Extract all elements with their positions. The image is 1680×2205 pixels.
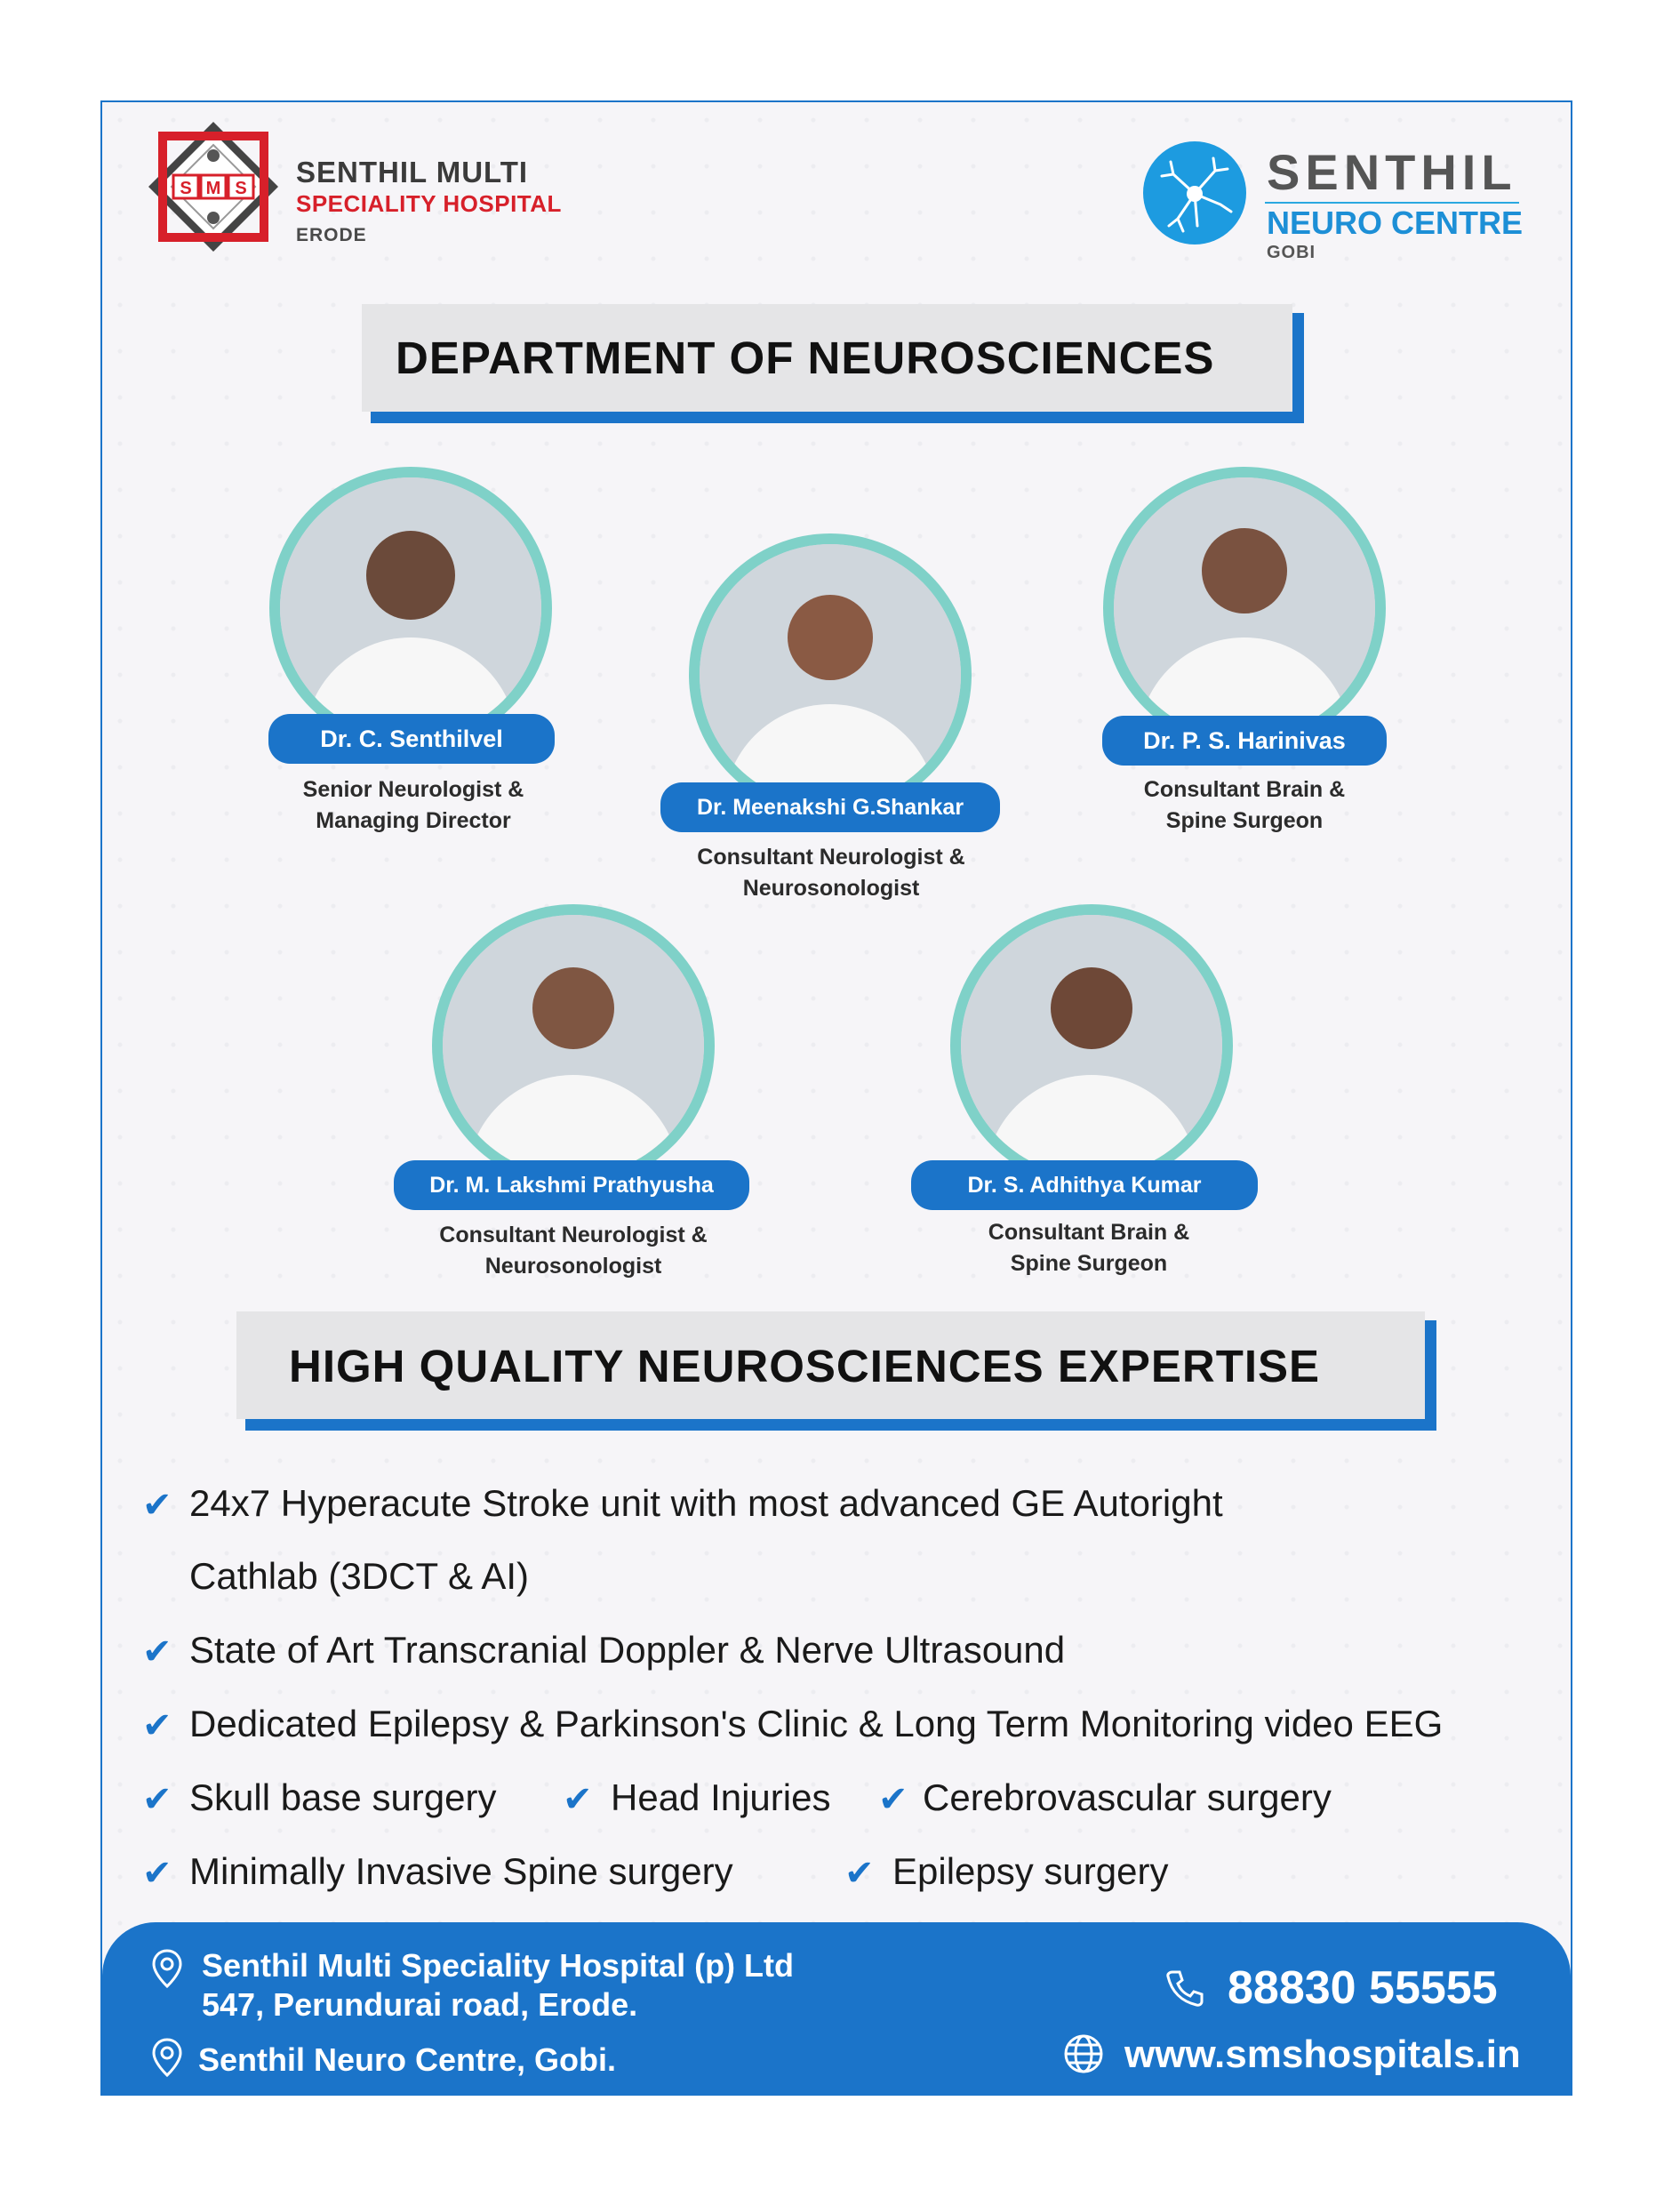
expertise-item: Head Injuries (611, 1776, 831, 1818)
doctor-name: Dr. S. Adhithya Kumar (911, 1160, 1258, 1210)
neuro-name-line1: SENTHIL (1267, 144, 1517, 200)
check-icon: ✔ (142, 1854, 172, 1893)
department-title: DEPARTMENT OF NEUROSCIENCES (396, 333, 1215, 383)
neuro-divider (1265, 202, 1519, 204)
doctor-name: Dr. C. Senthilvel (268, 714, 555, 764)
check-icon: ✔ (142, 1632, 172, 1672)
expertise-item: State of Art Transcranial Doppler & Nerve Ultrasound (189, 1629, 1066, 1671)
doctor-photo (443, 915, 704, 1176)
doctor-role-line2: Managing Director (316, 808, 511, 833)
check-icon: ✔ (844, 1854, 875, 1893)
doctor-role (1076, 774, 1413, 837)
doctor-name: Dr. P. S. Harinivas (1102, 716, 1387, 766)
doctor-photo (1114, 477, 1375, 739)
doctor-role-line2: Spine Surgeon (1010, 1251, 1168, 1276)
svg-text:S: S (180, 179, 192, 198)
location-pin-icon (152, 2038, 182, 2077)
sms-logo (147, 120, 280, 253)
location-pin-icon (152, 1949, 182, 1988)
sms-location: ERODE (296, 225, 367, 245)
doctor-photo (700, 544, 961, 806)
doctor-role-line2: Spine Surgeon (1165, 808, 1324, 833)
sms-name-line2: SPECIALITY HOSPITAL (296, 190, 562, 217)
address-line1: Senthil Multi Speciality Hospital (p) Ltd (202, 1947, 795, 1984)
expertise-item: Dedicated Epilepsy & Parkinson's Clinic & Long Term Monitoring video EEG (189, 1703, 1444, 1744)
sms-name-line1: SENTHIL MULTI (296, 156, 529, 188)
website-link[interactable]: www.smshospitals.in (1124, 2033, 1521, 2076)
footer (102, 1922, 1571, 2094)
check-icon: ✔ (563, 1780, 593, 1819)
doctor-role (244, 774, 582, 837)
doctor-role (653, 842, 1009, 904)
neuron-icon (1142, 140, 1247, 245)
doctor-role-line1: Senior Neurologist & (302, 777, 524, 802)
doctor-photo (961, 915, 1222, 1176)
check-icon: ✔ (142, 1706, 172, 1745)
expertise-item: Skull base surgery (189, 1776, 497, 1818)
poster (100, 100, 1572, 2096)
doctor-role-line2: Neurosonologist (484, 1254, 662, 1279)
expertise-title: HIGH QUALITY NEUROSCIENCES EXPERTISE (289, 1341, 1321, 1391)
doctor-role-line1: Consultant Brain & (1143, 777, 1346, 802)
address-line2: 547, Perundurai road, Erode. (202, 1986, 638, 2023)
expertise-item: Cerebrovascular surgery (923, 1776, 1332, 1818)
doctor-role-line1: Consultant Neurologist & (697, 845, 965, 870)
svg-text:S: S (235, 179, 247, 198)
expertise-item-continued: Cathlab (3DCT & AI) (189, 1555, 530, 1597)
doctor-role (920, 1217, 1258, 1279)
neuro-name-line2: NEURO CENTRE (1267, 204, 1524, 241)
phone-number[interactable]: 88830 55555 (1228, 1962, 1498, 2014)
expertise-item: Epilepsy surgery (892, 1850, 1169, 1892)
doctor-name: Dr. M. Lakshmi Prathyusha (394, 1160, 749, 1210)
doctor-photo (280, 477, 541, 739)
expertise-item: Minimally Invasive Spine surgery (189, 1850, 733, 1892)
check-icon: ✔ (878, 1780, 908, 1819)
neuro-location: GOBI (1267, 243, 1316, 262)
globe-icon (1062, 2033, 1105, 2075)
phone-icon (1165, 1968, 1204, 2008)
doctor-role-line1: Consultant Brain & (988, 1220, 1190, 1245)
doctor-name: Dr. Meenakshi G.Shankar (660, 782, 1000, 832)
check-icon: ✔ (142, 1486, 172, 1525)
doctor-role (396, 1220, 751, 1282)
address-gobi: Senthil Neuro Centre, Gobi. (198, 2041, 617, 2078)
doctor-role-line2: Neurosonologist (742, 876, 920, 901)
check-icon: ✔ (142, 1780, 172, 1819)
doctor-role-line1: Consultant Neurologist & (439, 1223, 708, 1247)
svg-text:M: M (205, 179, 221, 198)
expertise-item: 24x7 Hyperacute Stroke unit with most advanced GE Autoright (189, 1482, 1223, 1524)
